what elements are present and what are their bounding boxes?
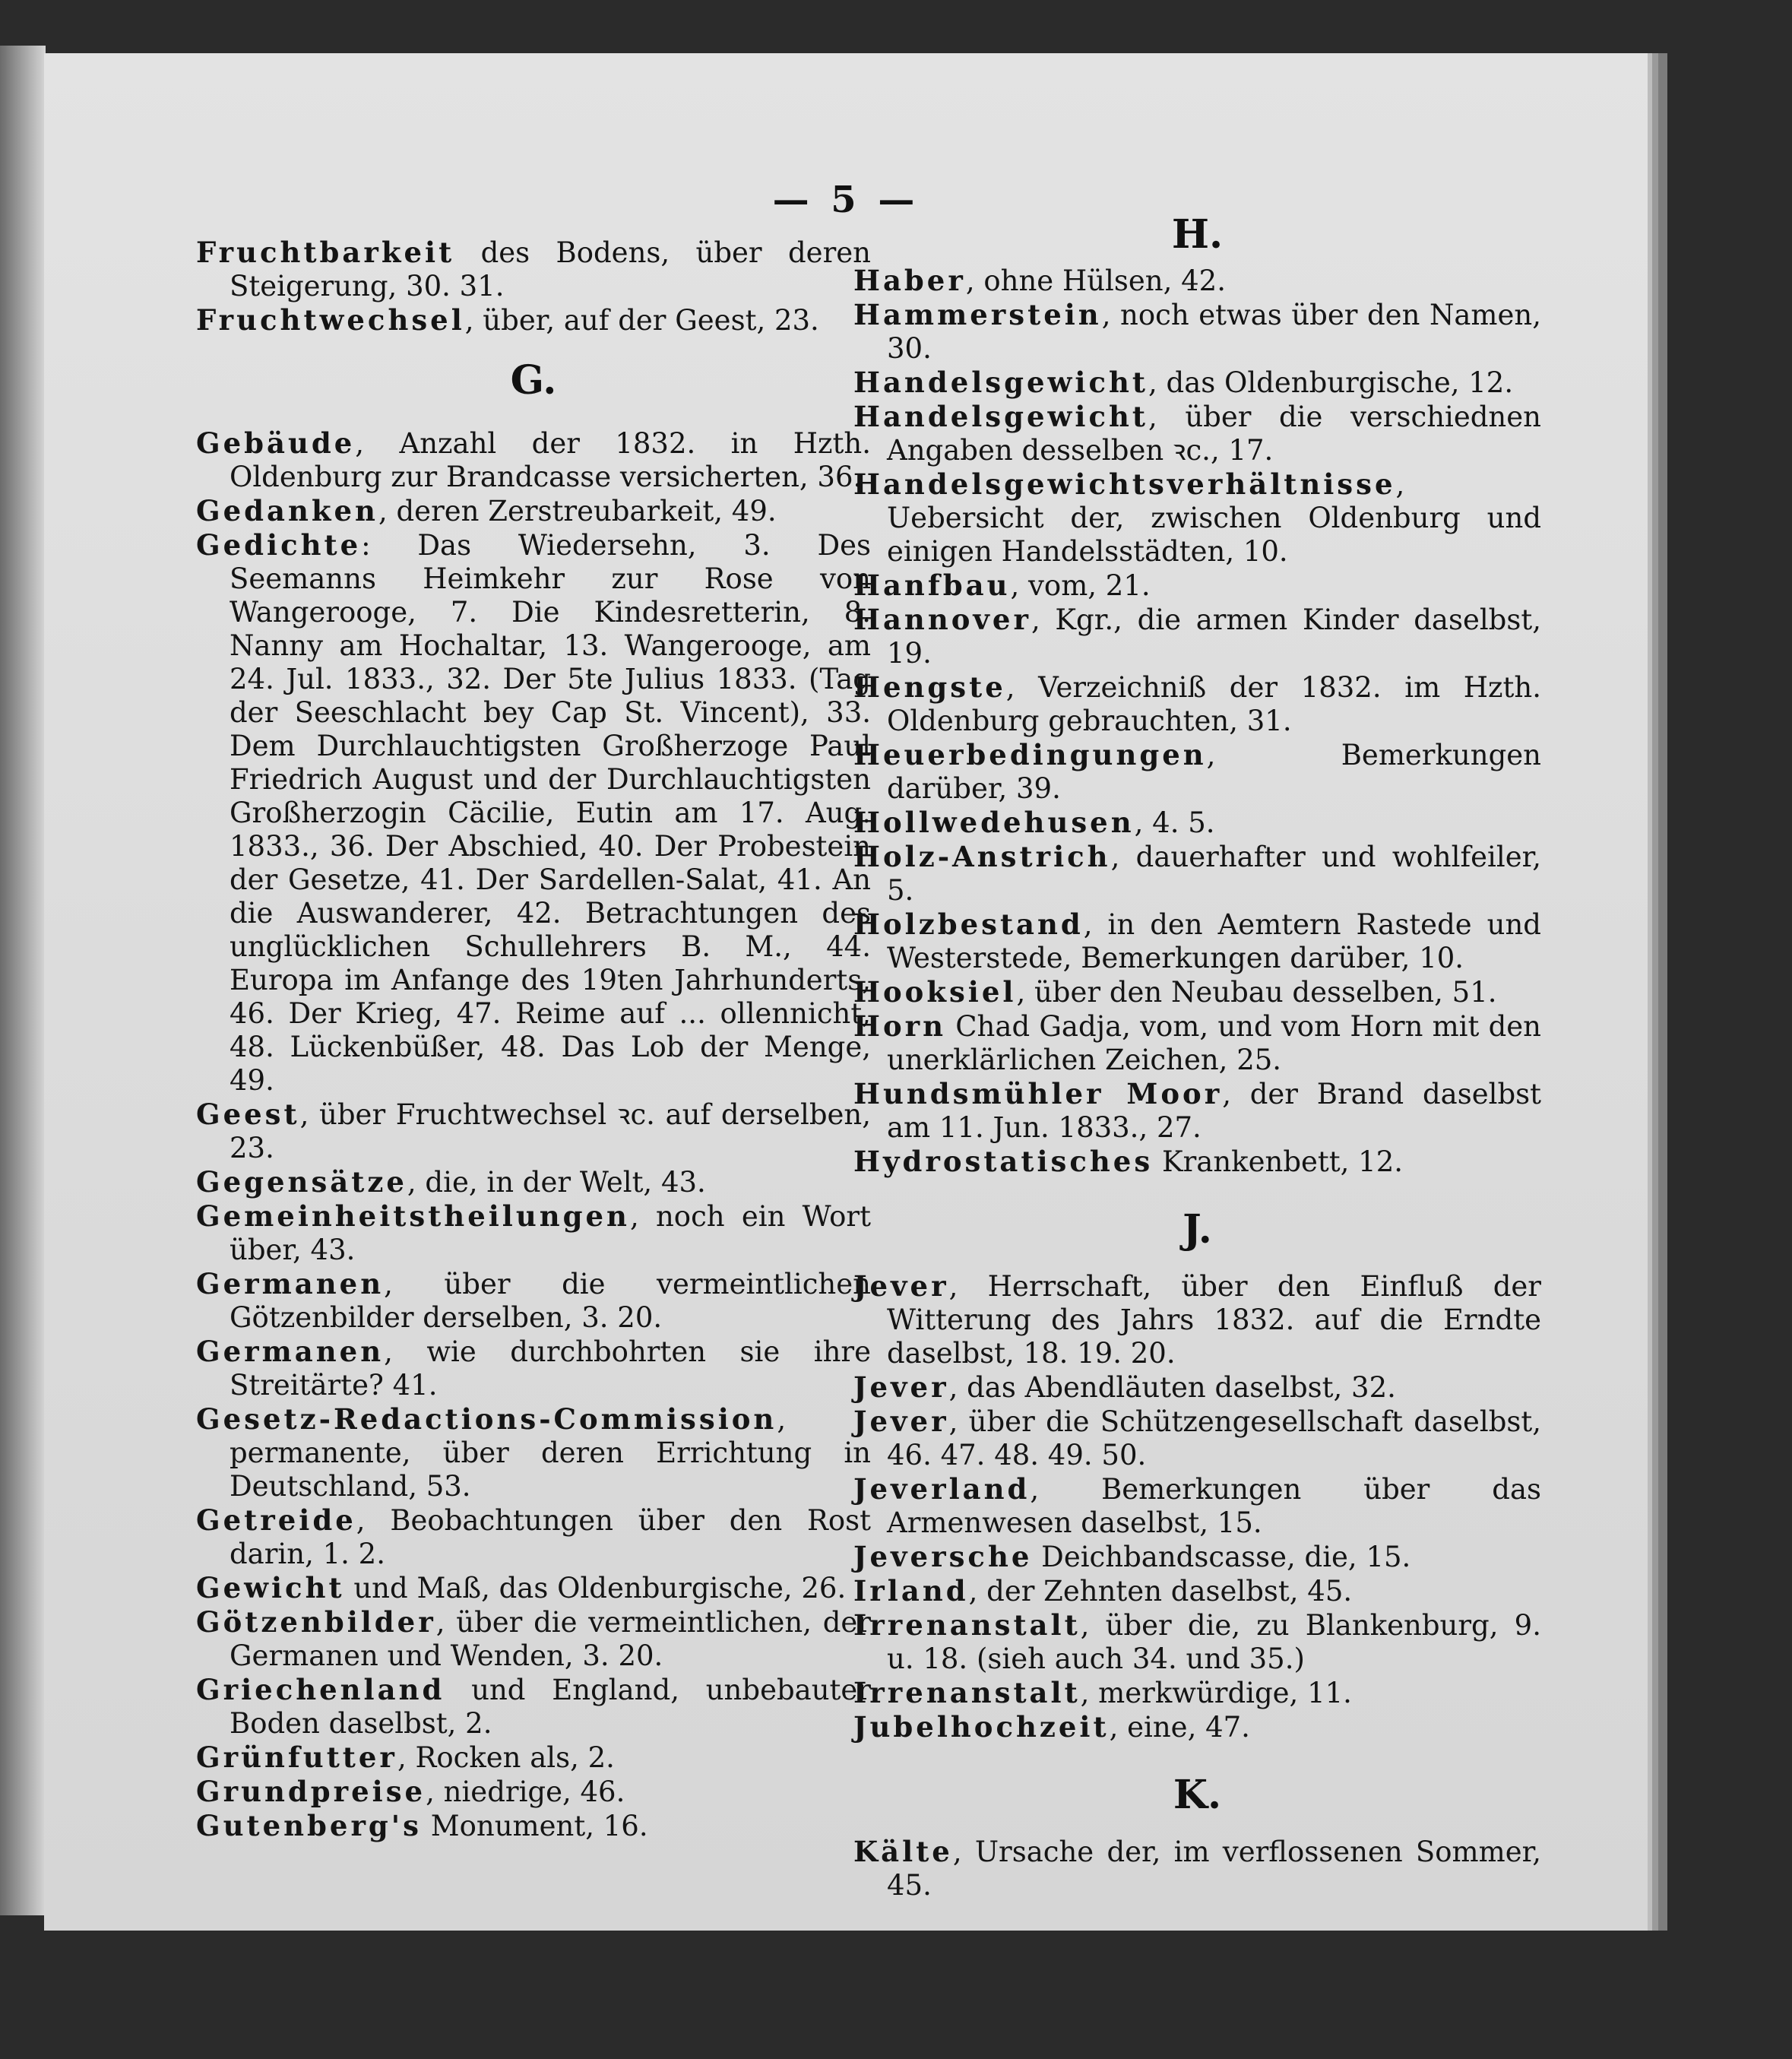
index-entry-keyword: Jever bbox=[853, 1269, 949, 1303]
index-entry bbox=[853, 569, 1541, 603]
index-entry bbox=[853, 908, 1541, 975]
index-entry-text: , in den Aemtern Rastede und Westerstede, Bemerkungen darüber, 10. bbox=[887, 908, 1541, 974]
index-entry bbox=[853, 1472, 1541, 1540]
index-entry bbox=[853, 603, 1541, 670]
index-entry bbox=[853, 738, 1541, 806]
index-entry-keyword: Horn bbox=[853, 1009, 947, 1043]
right-entries-h bbox=[853, 264, 1541, 1179]
section-heading-h: H. bbox=[1171, 211, 1224, 258]
section-heading-j: J. bbox=[1183, 1206, 1212, 1253]
index-entry-keyword: Handelsgewicht bbox=[853, 366, 1148, 399]
index-entry bbox=[853, 670, 1541, 738]
index-entry-keyword: Germanen bbox=[196, 1335, 385, 1368]
index-entry-keyword: Jever bbox=[853, 1405, 949, 1438]
index-entry-text: und England, unbebauter Boden daselbst, 2. bbox=[230, 1674, 871, 1740]
index-entry-keyword: Holzbestand bbox=[853, 908, 1084, 941]
index-entry bbox=[196, 426, 871, 494]
index-entry-text: , der Zehnten daselbst, 45. bbox=[968, 1575, 1353, 1608]
index-entry-keyword: Geest bbox=[196, 1098, 300, 1131]
index-entry-text: , dauerhafter und wohlfeiler, 5. bbox=[887, 841, 1541, 907]
index-entry-text: , über die Schützengesellschaft daselbst, 46. 47. 48. 49. 50. bbox=[887, 1405, 1541, 1471]
index-entry-text: , ohne Hülsen, 42. bbox=[965, 265, 1226, 297]
index-entry-text: , merkwürdige, 11. bbox=[1080, 1677, 1352, 1709]
index-entry bbox=[196, 1741, 871, 1775]
index-entry-text: , vom, 21. bbox=[1010, 569, 1151, 602]
index-entry-keyword: Grünfutter bbox=[196, 1741, 397, 1774]
index-entry-keyword: Hundsmühler Moor bbox=[853, 1077, 1223, 1110]
index-entry-keyword: Hannover bbox=[853, 603, 1031, 636]
index-entry-keyword: Handelsgewicht bbox=[853, 400, 1148, 433]
index-entry bbox=[853, 1405, 1541, 1472]
index-entry-text: , über Fruchtwechsel ꝛc. auf derselben, 23. bbox=[230, 1098, 871, 1164]
index-entry-text: , über die vermeintlichen, der Germanen und Wenden, 3. 20. bbox=[230, 1606, 871, 1672]
index-entry bbox=[196, 1503, 871, 1571]
index-entry-text: des Bodens, über deren Steigerung, 30. 31. bbox=[230, 236, 871, 303]
index-entry-text: , Ursache der, im verflossenen Sommer, 45. bbox=[887, 1836, 1541, 1902]
index-entry bbox=[853, 298, 1541, 366]
index-entry bbox=[853, 1608, 1541, 1676]
book-page bbox=[44, 53, 1648, 1931]
index-entry-keyword: Getreide bbox=[196, 1503, 356, 1537]
index-entry-text: , über die, zu Blankenburg, 9. u. 18. (sieh auch 34. und 35.) bbox=[887, 1609, 1541, 1675]
index-entry-text: , Uebersicht der, zwischen Oldenburg und einigen Handelsstädten, 10. bbox=[887, 468, 1541, 568]
index-entry-keyword: Hollwedehusen bbox=[853, 806, 1135, 839]
index-entry-text: , das Oldenburgische, 12. bbox=[1148, 366, 1514, 399]
index-entry bbox=[853, 1269, 1541, 1370]
index-entry-keyword: Hammerstein bbox=[853, 298, 1102, 331]
index-entry-keyword: Gedanken bbox=[196, 494, 378, 527]
index-entry bbox=[853, 1676, 1541, 1710]
index-entry bbox=[853, 1835, 1541, 1902]
right-entries-j bbox=[853, 1269, 1541, 1744]
index-entry bbox=[196, 1775, 871, 1809]
index-entry-text: , permanente, über deren Errichtung in Deutschland, 53. bbox=[230, 1403, 871, 1503]
index-entry-text: , Verzeichniß der 1832. im Hzth. Oldenburg gebrauchten, 31. bbox=[887, 671, 1541, 737]
index-entry-keyword: Gegensätze bbox=[196, 1165, 407, 1199]
index-entry-keyword: Irrenanstalt bbox=[853, 1608, 1081, 1642]
index-entry-text: , über, auf der Geest, 23. bbox=[464, 304, 819, 337]
index-entry bbox=[196, 1605, 871, 1673]
index-entry-text: , noch ein Wort über, 43. bbox=[230, 1200, 871, 1266]
index-entry-text: , das Abendläuten daselbst, 32. bbox=[948, 1371, 1396, 1404]
index-entry-text: , Kgr., die armen Kinder daselbst, 19. bbox=[887, 603, 1541, 670]
index-entry-text: , eine, 47. bbox=[1109, 1711, 1250, 1744]
index-entry-text: , Beobachtungen über den Rost darin, 1. 2. bbox=[230, 1504, 871, 1570]
index-entry bbox=[853, 1370, 1541, 1405]
index-entry bbox=[853, 264, 1541, 298]
index-entry-keyword: Götzenbilder bbox=[196, 1605, 436, 1639]
index-entry-text: , niedrige, 46. bbox=[426, 1775, 625, 1808]
index-entry-text: , noch etwas über den Namen, 30. bbox=[887, 299, 1541, 365]
index-entry-keyword: Handelsgewichtsverhältnisse bbox=[853, 467, 1396, 501]
index-entry-text: , Rocken als, 2. bbox=[397, 1741, 615, 1774]
index-entry bbox=[196, 1673, 871, 1741]
index-entry-keyword: Grundpreise bbox=[196, 1775, 426, 1808]
index-entry-text: , deren Zerstreubarkeit, 49. bbox=[378, 495, 777, 527]
index-entry-keyword: Hanfbau bbox=[853, 569, 1011, 602]
left-entries-top bbox=[196, 236, 871, 337]
previous-page-edge bbox=[0, 46, 46, 1915]
index-entry-text: , die, in der Welt, 43. bbox=[407, 1166, 706, 1199]
index-entry-keyword: Gemeinheitstheilungen bbox=[196, 1199, 630, 1233]
index-entry bbox=[853, 1145, 1541, 1179]
right-column bbox=[853, 211, 1541, 1902]
index-entry-keyword: Germanen bbox=[196, 1267, 385, 1300]
left-entries-g bbox=[196, 426, 871, 1843]
index-entry bbox=[853, 1540, 1541, 1574]
index-entry bbox=[196, 236, 871, 303]
page-number: — 5 — bbox=[772, 179, 920, 221]
index-entry-keyword: Jeverland bbox=[853, 1472, 1031, 1506]
index-entry-keyword: Hengste bbox=[853, 670, 1006, 704]
index-entry bbox=[196, 1199, 871, 1267]
index-entry-text: , Bemerkungen über das Armenwesen daselbst, 15. bbox=[887, 1473, 1541, 1539]
index-entry-keyword: Irland bbox=[853, 1574, 969, 1608]
index-entry bbox=[196, 1098, 871, 1165]
index-entry-text: , über die verschiednen Angaben desselben ꝛc., 17. bbox=[887, 401, 1541, 467]
index-entry-text: , wie durchbohrten sie ihre Streitärte? 41. bbox=[230, 1335, 871, 1402]
index-entry bbox=[196, 303, 871, 337]
section-heading-k: K. bbox=[1173, 1772, 1222, 1818]
index-entry bbox=[196, 528, 871, 1098]
index-entry-text: , Herrschaft, über den Einfluß der Witterung des Jahrs 1832. auf die Erndte daselbst, 18. 19. 20. bbox=[887, 1270, 1541, 1370]
index-entry-keyword: Gutenberg's bbox=[196, 1809, 422, 1842]
section-heading-g: G. bbox=[510, 357, 557, 404]
index-entry-text: Chad Gadja, vom, und vom Horn mit den unerklärlichen Zeichen, 25. bbox=[887, 1010, 1541, 1076]
index-entry-text: : Das Wiedersehn, 3. Des Seemanns Heimkehr zur Rose von Wangerooge, 7. Die Kindesretterin, 8. Nanny am Hochaltar, 13. Wangerooge, am 24. Jul. 1833., 32. Der 5te Julius 1833. (Tag der Seeschlacht bey Cap St. Vincent), 33. Dem Durchlauchtigsten Großherzoge Paul Friedrich August und der Durchlauchtigsten Großherzogin Cäcilie, Eutin am 17. Aug. 1833., 36. Der Abschied, 40. Der Probestein der Gesetze, 41. Der Sardellen-Salat, 41. An die Auswanderer, 42. Betrachtungen des unglücklichen Schullehrers B. M., 44. Europa im Anfange des 19ten Jahrhunderts, 46. Der Krieg, 47. Reime auf ... ollennicht, 48. Lückenbüßer, 48. Das Lob der Menge, 49. bbox=[230, 529, 871, 1097]
index-entry bbox=[196, 1402, 871, 1503]
index-entry bbox=[196, 494, 871, 528]
index-entry bbox=[853, 975, 1541, 1009]
index-entry-text: und Maß, das Oldenburgische, 26. bbox=[344, 1572, 847, 1604]
index-entry bbox=[853, 1009, 1541, 1077]
index-entry-text: , über die vermeintlichen Götzenbilder derselben, 3. 20. bbox=[230, 1268, 871, 1334]
index-entry bbox=[853, 1077, 1541, 1145]
index-entry-keyword: Haber bbox=[853, 264, 966, 297]
index-entry-keyword: Gewicht bbox=[196, 1571, 345, 1604]
index-entry bbox=[196, 1165, 871, 1199]
index-entry bbox=[853, 400, 1541, 467]
index-entry bbox=[196, 1571, 871, 1605]
index-entry bbox=[853, 806, 1541, 840]
index-entry-text: , Anzahl der 1832. in Hzth. Oldenburg zur Brandcasse versicherten, 36. bbox=[230, 427, 871, 493]
index-entry-keyword: Jubelhochzeit bbox=[853, 1710, 1110, 1744]
index-entry-text: , der Brand daselbst am 11. Jun. 1833., 27. bbox=[887, 1078, 1541, 1144]
index-entry-text: Krankenbett, 12. bbox=[1153, 1145, 1403, 1178]
left-column bbox=[196, 236, 871, 1843]
index-entry-keyword: Gebäude bbox=[196, 426, 356, 460]
index-entry-keyword: Fruchtwechsel bbox=[196, 303, 465, 337]
index-entry bbox=[853, 366, 1541, 400]
index-entry-keyword: Gedichte bbox=[196, 528, 362, 562]
index-entry-keyword: Griechenland bbox=[196, 1673, 445, 1706]
index-entry-keyword: Holz-Anstrich bbox=[853, 840, 1111, 873]
index-entry-keyword: Gesetz-Redactions-Commission bbox=[196, 1402, 777, 1436]
index-entry-keyword: Kälte bbox=[853, 1835, 953, 1868]
index-entry-text: , 4. 5. bbox=[1134, 806, 1215, 839]
index-entry bbox=[196, 1267, 871, 1335]
index-entry-text: , Bemerkungen darüber, 39. bbox=[887, 739, 1541, 805]
index-entry-text: Monument, 16. bbox=[421, 1810, 648, 1842]
index-entry-text: Deichbandscasse, die, 15. bbox=[1032, 1541, 1411, 1573]
index-entry-keyword: Hydrostatisches bbox=[853, 1145, 1154, 1178]
index-entry-keyword: Fruchtbarkeit bbox=[196, 236, 455, 269]
index-entry bbox=[853, 1710, 1541, 1744]
index-entry-keyword: Hooksiel bbox=[853, 975, 1017, 1009]
index-entry bbox=[196, 1335, 871, 1402]
index-entry-keyword: Jever bbox=[853, 1370, 949, 1404]
index-entry-keyword: Jeversche bbox=[853, 1540, 1033, 1573]
index-entry bbox=[853, 467, 1541, 569]
right-entries-k bbox=[853, 1835, 1541, 1902]
index-entry bbox=[853, 840, 1541, 908]
index-entry bbox=[196, 1809, 871, 1843]
index-entry bbox=[853, 1574, 1541, 1608]
index-entry-keyword: Heuerbedingungen bbox=[853, 738, 1207, 771]
index-entry-text: , über den Neubau desselben, 51. bbox=[1016, 976, 1497, 1009]
index-entry-keyword: Irrenanstalt bbox=[853, 1676, 1081, 1709]
